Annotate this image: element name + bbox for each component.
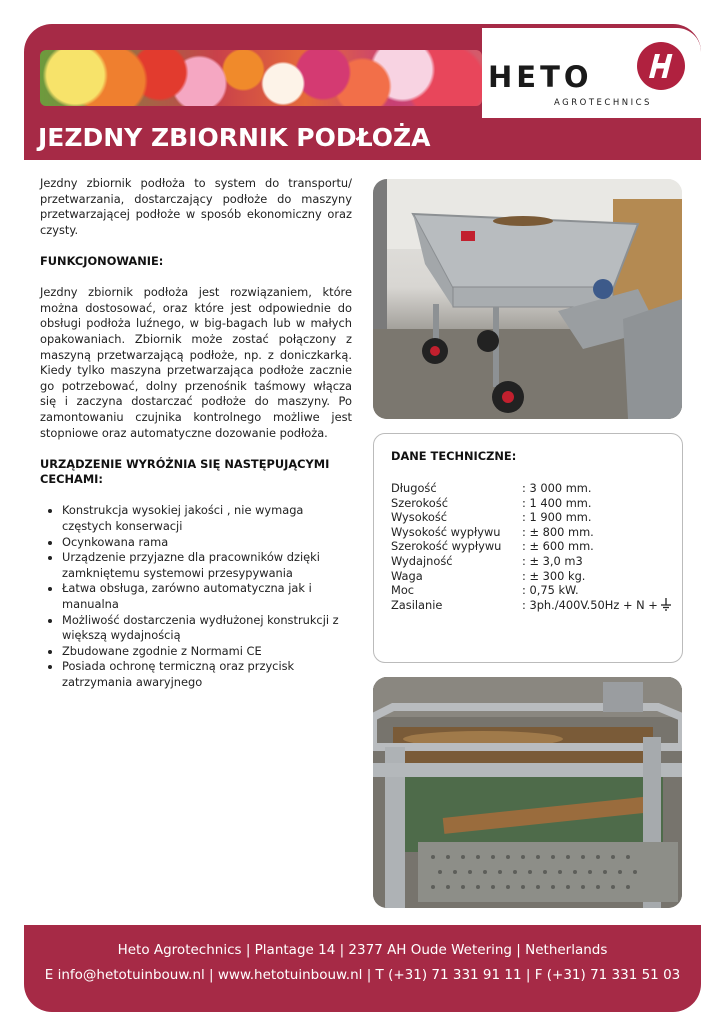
ground-symbol-icon: [660, 598, 672, 611]
spec-row: [391, 583, 681, 598]
footer-address: Heto Agrotechnics | Plantage 14 | 2377 AH Oude Wetering | Netherlands: [117, 942, 608, 958]
list-item: • Zbudowane zgodnie z Normami CE: [62, 644, 352, 660]
spec-label: Wysokość wypływu: [391, 524, 501, 539]
function-paragraph: Jezdny zbiornik podłoża jest rozwiązaniem, które można dostosować, oraz które jest odpowiednie do obsługi podłoża luźnego, w big-bagach lub w małych opakowaniach. Zbiornik może zostać połączony z maszyną przetwarzającą podłoże, np. z doniczkarką. Kiedy tylko maszyna przetwarzająca podłoże zacznie go potrzebować, dolny przenośnik taśmowy włącza się i zaczyna dostarczać podłoże do maszyny. Po zamontowaniu czujnika kontrolnego możliwe jest stopniowe oraz automatyczne dozowanie podłoża.: [40, 285, 352, 440]
spec-value: : 3ph./400V.50Hz + N +: [522, 597, 658, 612]
list-item: • Konstrukcja wysokiej jakości , nie wymaga częstych konserwacji: [62, 503, 352, 534]
specs-table: [391, 481, 681, 612]
conveyor-photo: [373, 677, 682, 908]
list-item: • Możliwość dostarczenia wydłużonej konstrukcji z większą wydajnością: [62, 613, 352, 644]
list-item: • Urządzenie przyjazne dla pracowników dzięki zamkniętemu systemowi przesypywania: [62, 550, 352, 581]
function-heading: FUNKCJONOWANIE:: [40, 253, 164, 268]
spec-row: [391, 554, 681, 569]
spec-label: Szerokość: [391, 495, 448, 510]
spec-label: Wysokość: [391, 510, 448, 525]
spec-value: : 1 400 mm.: [522, 495, 592, 510]
spec-row: [391, 496, 681, 511]
spec-value: : 0,75 kW.: [522, 583, 579, 598]
spec-label: Zasilanie: [391, 597, 443, 612]
spec-value: : 3 000 mm.: [522, 481, 592, 495]
page-title: JEZDNY ZBIORNIK PODŁOŻA: [38, 123, 431, 152]
list-item: • Posiada ochronę termiczną oraz przycisk zatrzymania awaryjnego: [62, 659, 352, 690]
footer-contact: E info@hetotuinbouw.nl | www.hetotuinbouw.nl | T (+31) 71 331 91 11 | F (+31) 71 331 51 03: [44, 967, 681, 983]
spec-value: : 1 900 mm.: [522, 510, 592, 525]
spec-value: : ± 3,0 m3: [522, 553, 583, 568]
spec-label: Waga: [391, 568, 423, 583]
technical-data-panel: [373, 433, 683, 663]
list-item: • Łatwa obsługa, zarówno automatyczna jak i manualna: [62, 581, 352, 612]
spec-row: [391, 598, 681, 613]
spec-row: [391, 481, 681, 496]
spec-row: [391, 539, 681, 554]
specs-heading: DANE TECHNICZNE:: [391, 449, 517, 463]
spec-value: : ± 800 mm.: [522, 524, 594, 539]
spec-value-power: [522, 598, 672, 613]
intro-paragraph: Jezdny zbiornik podłoża to system do transportu/ przetwarzania, dostarczający podłoże do maszyny przetwarzającej podłoże w sposób ekonomiczny oraz czysty.: [40, 176, 352, 237]
conveyor-illustration: [373, 677, 682, 908]
spec-label: Moc: [391, 583, 415, 598]
features-heading: URZĄDZENIE WYRÓŻNIA SIĘ NASTĘPUJĄCYMI CECHAMI:: [40, 456, 330, 487]
spec-label: Szerokość wypływu: [391, 539, 502, 554]
logo-wordmark: HETO: [488, 60, 593, 94]
logo-subtitle: AGROTECHNICS: [554, 98, 652, 108]
spec-label: Wydajność: [391, 553, 453, 568]
spec-value: : ± 300 kg.: [522, 568, 586, 583]
description-column: [40, 176, 352, 691]
spec-row: [391, 510, 681, 525]
spec-label: Długość: [391, 481, 437, 495]
flowers-header-image: [40, 50, 482, 106]
list-item: • Ocynkowana rama: [62, 535, 352, 551]
features-list: [40, 503, 352, 690]
spec-row: [391, 525, 681, 540]
spec-value: : ± 600 mm.: [522, 539, 594, 554]
machine-illustration: [373, 179, 682, 419]
spec-row: [391, 569, 681, 584]
heto-logo-icon: [635, 40, 687, 92]
machine-photo: [373, 179, 682, 419]
